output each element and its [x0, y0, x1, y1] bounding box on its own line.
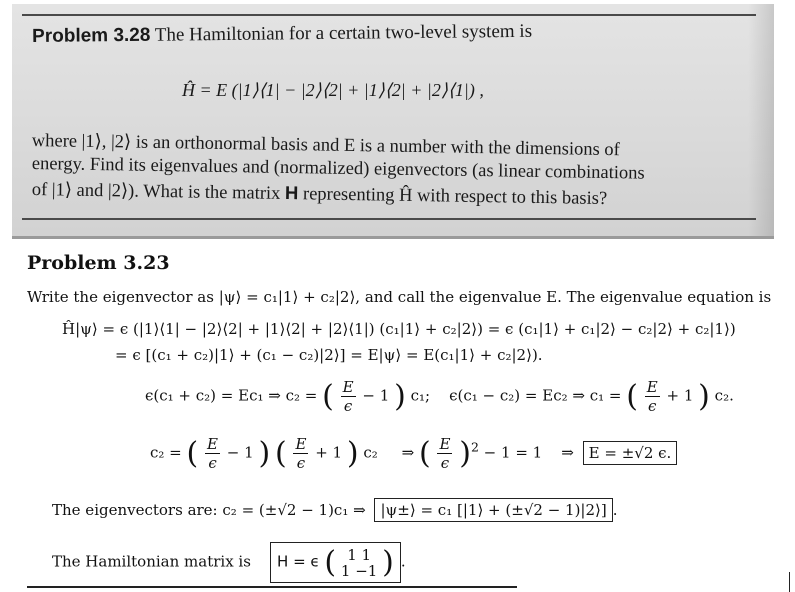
eigen-equation-line-1: Ĥ|ψ⟩ = ϵ (|1⟩⟨1| − |2⟩⟨2| + |1⟩⟨2| + |2⟩⟨1|) (c₁|1⟩ + c₂|2⟩) = ϵ (c₁|1⟩ + c₁|2⟩ − c₂|2⟩ + c₂|1⟩) — [62, 320, 736, 338]
paren-close: ) — [394, 379, 406, 414]
line5-part-a: of |1⟩ and |2⟩). What is the matrix — [31, 179, 281, 204]
top-rule — [22, 14, 756, 16]
eigenvector-box: |ψ±⟩ = c₁ [|1⟩ + (±√2 − 1)|2⟩] — [374, 498, 612, 522]
eigvec-text: The eigenvectors are: c₂ = (±√2 − 1)c₁ ⇒ — [52, 501, 366, 519]
hamiltonian-matrix-box — [270, 542, 401, 583]
bottom-rule-textbook — [22, 218, 756, 220]
coefficient-relations — [145, 378, 734, 415]
problem-statement-line-5 — [32, 178, 608, 210]
paren-open: ( — [418, 436, 431, 471]
paren-open: ( — [324, 545, 337, 580]
hmat-text: The Hamiltonian matrix is — [52, 552, 251, 571]
problem-statement-line-3: where |1⟩, |2⟩ is an orthonormal basis and E is a number with the dimensions of — [31, 130, 620, 161]
eq4-implies: ⇒ — [401, 443, 415, 462]
relation-left-end: c₁; — [410, 386, 431, 405]
eq4-implies-2: ⇒ — [561, 443, 574, 462]
eq4-start: c₂ = — [150, 443, 182, 462]
relation-right-end: c₂. — [714, 386, 734, 405]
paren-open: ( — [322, 379, 334, 414]
solution-title: Problem 3.23 — [27, 252, 170, 274]
eigen-equation-line-2: = ϵ [(c₁ + c₂)|1⟩ + (c₁ − c₂)|2⟩] = E|ψ⟩ = E(c₁|1⟩ + c₂|2⟩). — [115, 346, 543, 364]
hamiltonian-equation: Ĥ = E (|1⟩⟨1| − |2⟩⟨2| + |1⟩⟨2| + |2⟩⟨1|) , — [182, 80, 484, 100]
fraction-e-over-eps: $\frac{E}{\epsilon}$ — [207, 435, 218, 472]
fraction-e-over-eps: $\frac{E}{\epsilon}$ — [439, 435, 451, 472]
line5-part-b: representing Ĥ with respect to this basis? — [302, 184, 608, 210]
problem-statement-line-1 — [32, 21, 532, 48]
paren-open: ( — [274, 436, 287, 471]
paren-close: ) — [698, 379, 710, 414]
hamiltonian-matrix-line — [52, 542, 406, 583]
problem-intro: The Hamiltonian for a certain two-level system is — [154, 20, 533, 46]
matrix-row-1: 1 1 — [347, 545, 372, 564]
fraction-e-over-eps: $\frac{E}{\epsilon}$ — [646, 378, 658, 415]
hmat-lhs: H = ϵ — [277, 552, 320, 571]
problem-label: Problem 3.28 — [32, 24, 151, 47]
matrix-symbol: H — [284, 181, 299, 204]
paren-open: ( — [626, 379, 638, 414]
fraction-e-over-eps: $\frac{E}{\epsilon}$ — [342, 378, 354, 415]
eigenvector-line — [52, 498, 618, 522]
relation-left: ϵ(c₁ + c₂) = Ec₁ ⇒ c₂ = — [145, 386, 318, 405]
eq4-tail: − 1 = 1 — [483, 443, 543, 462]
problem-statement-line-4: energy. Find its eigenvalues and (normalized) eigenvectors (as linear combinations — [31, 154, 645, 184]
matrix-row-2: 1 −1 — [340, 561, 378, 580]
text-cursor — [789, 572, 790, 592]
paren-close: ) — [346, 436, 359, 471]
bottom-rule — [27, 586, 517, 588]
eigenvalue-derivation — [150, 435, 677, 472]
eq4-plus-one: + 1 — [315, 443, 343, 462]
paren-close: ) — [459, 436, 471, 471]
eq4-c2: c₂ — [363, 443, 378, 462]
eigenvalue-box: E = ±√2 ϵ. — [583, 441, 678, 465]
solution-intro: Write the eigenvector as |ψ⟩ = c₁|1⟩ + c₂|2⟩, and call the eigenvalue E. The eigenvalue equation is — [27, 288, 772, 306]
textbook-photo — [12, 4, 774, 239]
paren-close: ) — [258, 436, 271, 471]
hmat-period: . — [400, 552, 406, 571]
relation-right-tail: + 1 — [666, 386, 694, 405]
paren-open: ( — [186, 436, 199, 471]
eq4-minus-one: − 1 — [226, 443, 254, 462]
eigvec-period: . — [612, 501, 618, 519]
paren-close: ) — [382, 545, 394, 580]
matrix-entries — [341, 547, 377, 579]
relation-right: ϵ(c₁ − c₂) = Ec₂ ⇒ c₁ = — [449, 386, 622, 405]
relation-left-tail: − 1 — [362, 386, 390, 405]
fraction-e-over-eps: $\frac{E}{\epsilon}$ — [295, 435, 307, 472]
page-shadow — [748, 4, 774, 236]
eq4-square: 2 — [470, 439, 479, 455]
solution-block — [0, 240, 795, 592]
